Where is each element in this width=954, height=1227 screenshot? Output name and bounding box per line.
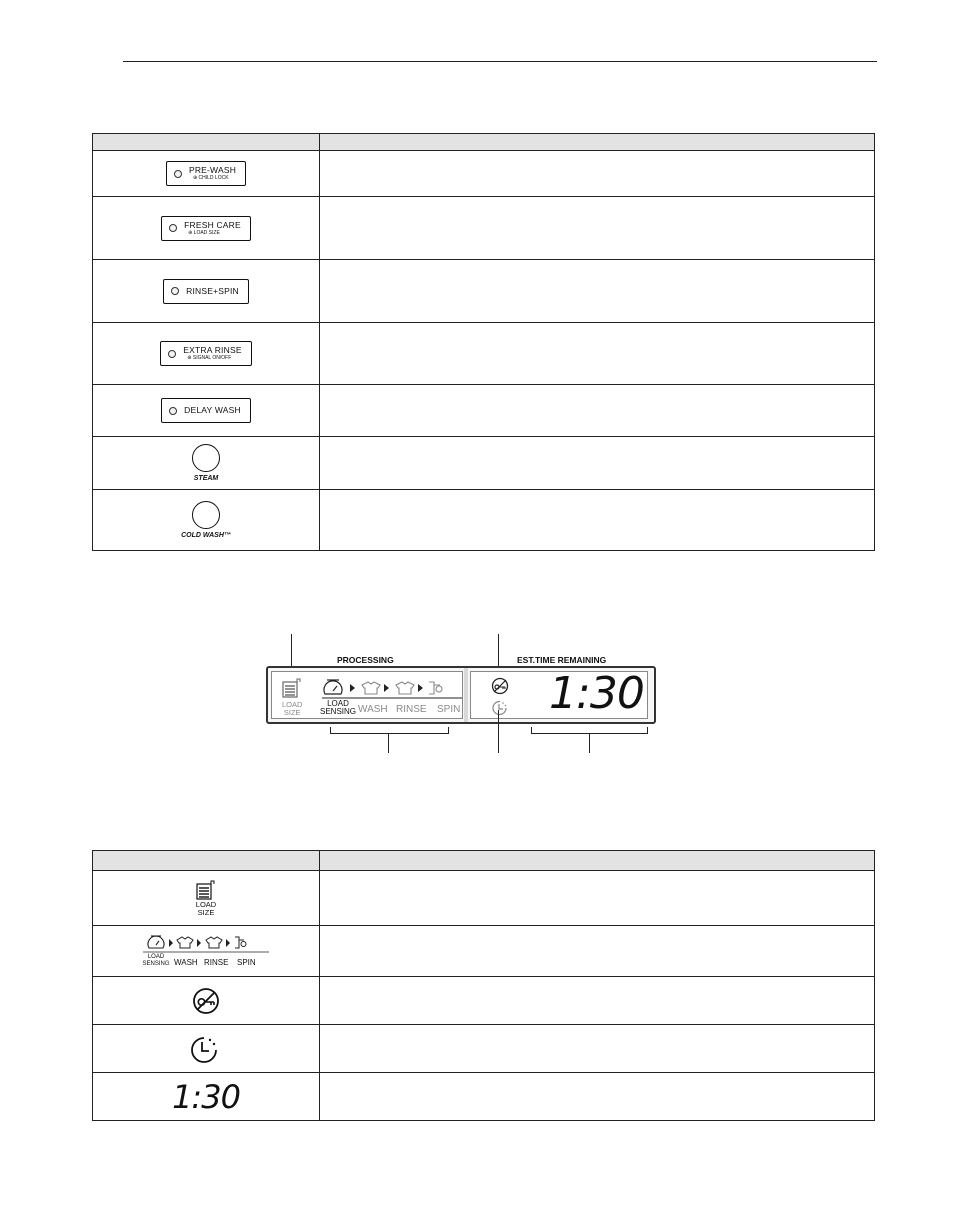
led-indicator [169,224,177,232]
delay-timer-icon [189,1034,223,1064]
pre-wash-button[interactable]: PRE-WASH ⊕ CHILD LOCK [166,161,246,186]
child-lock-icon [491,677,509,695]
load-sensing-label-1: LOAD [327,699,349,708]
table-row [93,490,875,551]
load-size-label-1: LOAD [195,900,217,909]
steam-label: STEAM [193,475,219,482]
callout-line [589,733,590,753]
panel-divider [464,668,468,722]
control-display-panel [266,666,656,724]
table-row [93,1025,875,1073]
processing-label: PROCESSING [337,655,394,665]
description-cell [320,260,875,323]
wash-label: WASH [174,958,198,967]
description-cell [320,926,875,977]
time-remaining-display: 1:30 [549,668,644,719]
est-time-label: EST.TIME REMAINING [517,655,607,665]
description-cell [320,1025,875,1073]
description-cell [320,197,875,260]
table-header-cell [320,134,875,151]
table-row [93,260,875,323]
table-row [93,871,875,926]
led-indicator [174,170,182,178]
delay-timer-icon [491,699,509,717]
description-cell [320,977,875,1025]
fresh-care-button[interactable]: FRESH CARE ⊕ LOAD SIZE [161,216,251,241]
option-buttons-table [92,133,875,551]
rinse-label: RINSE [396,704,427,715]
table-row [93,926,875,977]
cycle-progress-icons [322,677,462,699]
table-header-cell [93,134,320,151]
table-row [93,977,875,1025]
processing-bracket [330,727,449,734]
description-cell [320,323,875,385]
table-row [93,1073,875,1121]
cycle-progress-icons [141,933,271,953]
rinse-spin-button[interactable]: RINSE+SPIN [163,279,249,304]
load-size-label-2: SIZE [283,708,301,717]
load-sensing-label-2: SENSING [320,707,357,716]
description-cell [320,1073,875,1121]
description-cell [320,871,875,926]
delay-wash-button[interactable]: DELAY WASH [161,398,251,423]
time-area [470,668,648,719]
load-size-icon [282,678,302,698]
spin-label: SPIN [437,704,461,715]
description-cell [320,490,875,551]
steam-button[interactable] [192,444,220,472]
table-row [93,437,875,490]
display-icons-table [92,850,875,1121]
table-row [93,385,875,437]
load-sensing-label-2: SENSING [142,960,170,967]
description-cell [320,437,875,490]
load-size-icon [196,879,216,901]
callout-line [388,733,389,753]
rinse-label: RINSE [204,958,229,967]
table-header-cell [93,851,320,871]
time-remaining-display: 1:30 [172,1077,240,1116]
cold-wash-button[interactable] [192,501,220,529]
description-cell [320,385,875,437]
table-row [93,151,875,197]
table-header-cell [320,851,875,871]
extra-rinse-button[interactable]: EXTRA RINSE ⊕ SIGNAL ON/OFF [160,341,251,366]
table-row [93,323,875,385]
child-lock-icon [192,987,220,1015]
table-row [93,197,875,260]
load-size-label-1: LOAD [282,700,303,709]
cold-wash-label: COLD WASH™ [181,532,231,539]
wash-label: WASH [358,704,388,715]
led-indicator [169,407,177,415]
header-rule [123,61,877,62]
load-size-label-2: SIZE [197,908,215,917]
processing-area [271,671,463,719]
description-cell [320,151,875,197]
led-indicator [171,287,179,295]
load-sensing-label-1: LOAD [147,954,165,960]
spin-label: SPIN [237,958,256,967]
callout-line [498,710,499,753]
led-indicator [168,350,176,358]
